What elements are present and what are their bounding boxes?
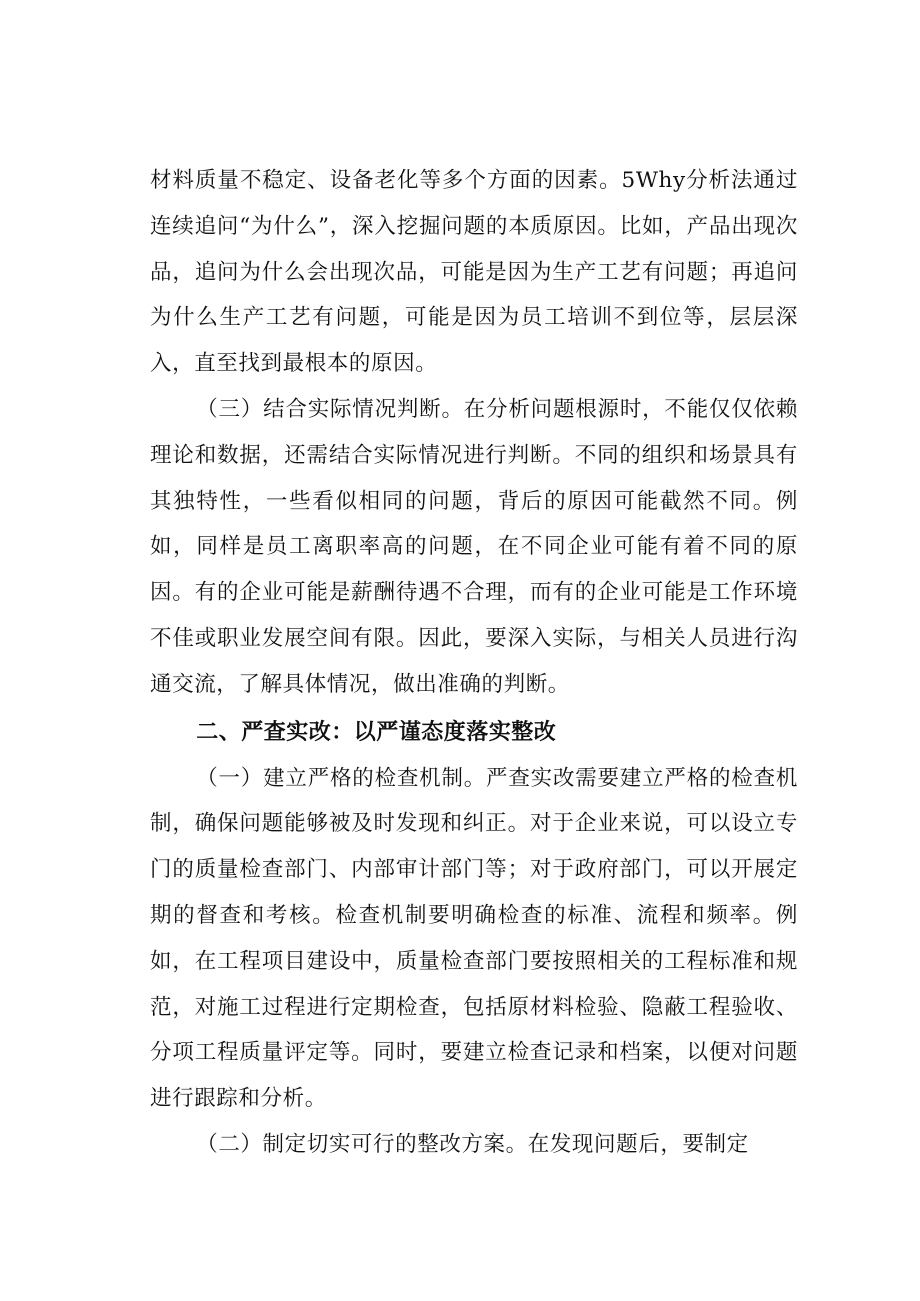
body-paragraph-section-three: （三）结合实际情况判断。在分析问题根源时，不能仅仅依赖理论和数据，还需结合实际情况进行判断。不同的组织和场景具有其独特性，一些看似相同的问题，背后的原因可能截然不同。例如，同样是员工离职率高的问题，在不同企业可能有着不同的原因。有的企业可能是薪酬待遇不合理，而有的企业可能是工作环境不佳或职业发展空间有限。因此，要深入实际，与相关人员进行沟通交流，了解具体情况，做出准确的判断。 xyxy=(150,396,798,697)
body-paragraph-continuation: 材料质量不稳定、设备老化等多个方面的因素。5Why分析法通过连续追问“为什么”，深入挖掘问题的本质原因。比如，产品出现次品，追问为什么会出现次品，可能是因为生产工艺有问题；再追问为什么生产工艺有问题，可能是因为员工培训不到位等，层层深入，直至找到最根本的原因。 xyxy=(150,168,798,377)
body-paragraph-subsection-one: （一）建立严格的检查机制。严查实改需要建立严格的检查机制，确保问题能够被及时发现和纠正。对于企业来说，可以设立专门的质量检查部门、内部审计部门等；对于政府部门，可以开展定期的督查和考核。检查机制要明确检查的标准、流程和频率。例如，在工程项目建设中，质量检查部门要按照相关的工程标准和规范，对施工过程进行定期检查，包括原材料检验、隐蔽工程验收、分项工程质量评定等。同时，要建立检查记录和档案，以便对问题进行跟踪和分析。 xyxy=(150,765,798,1112)
document-page xyxy=(150,158,798,1168)
body-paragraph-subsection-two: （二）制定切实可行的整改方案。在发现问题后，要制定 xyxy=(196,1131,749,1157)
section-heading: 二、严查实改：以严谨态度落实整改 xyxy=(196,719,557,745)
